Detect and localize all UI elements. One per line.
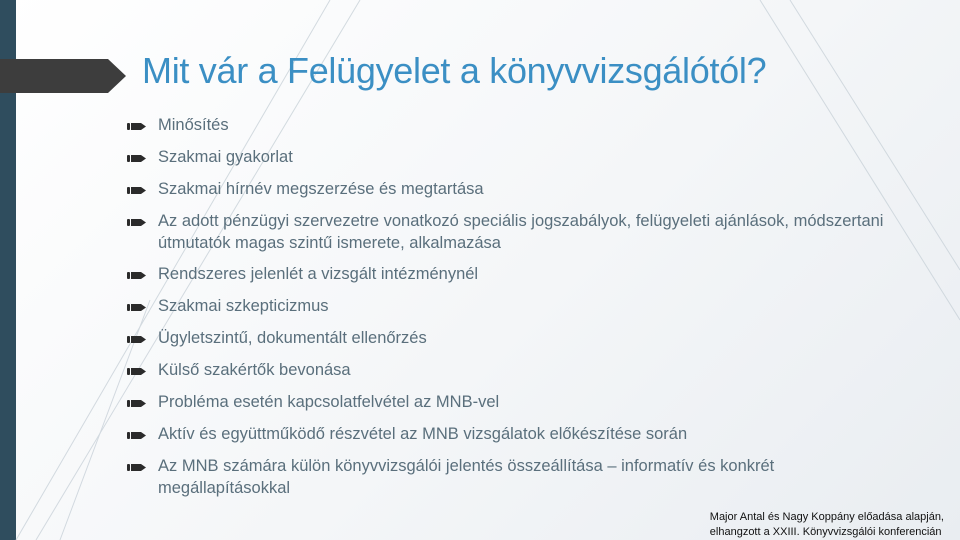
bullet-item <box>127 455 887 499</box>
pencil-icon <box>127 147 149 169</box>
bullet-text: Ügyletszintű, dokumentált ellenőrzés <box>158 329 427 347</box>
pencil-icon <box>127 424 149 446</box>
bullet-text: Rendszeres jelenlét a vizsgált intézménynél <box>158 265 479 283</box>
bullet-text: Minősítés <box>158 116 229 134</box>
pencil-icon <box>127 296 149 318</box>
pencil-icon <box>127 392 149 414</box>
bullet-text: Szakmai gyakorlat <box>158 148 293 166</box>
pencil-icon <box>127 264 149 286</box>
bullet-text: Az MNB számára külön könyvvizsgálói jelentés összeállítása – informatív és konkrét megállapításokkal <box>158 457 775 497</box>
bullet-item <box>127 327 887 350</box>
bullet-item <box>127 114 887 137</box>
slide-title: Mit vár a Felügyelet a könyvvizsgálótól? <box>142 50 767 91</box>
title-arrow-shape <box>0 59 126 93</box>
pencil-icon <box>127 211 149 233</box>
pencil-icon <box>127 328 149 350</box>
bullet-text: Az adott pénzügyi szervezetre vonatkozó speciális jogszabályok, felügyeleti ajánlások, módszertani útmutatók magas szintű ismerete, alkalmazása <box>158 212 884 252</box>
bullet-list <box>127 114 887 508</box>
bullet-text: Szakmai hírnév megszerzése és megtartása <box>158 180 484 198</box>
footer-credit <box>710 510 944 540</box>
bullet-item <box>127 210 887 254</box>
bullet-text: Aktív és együttműködő részvétel az MNB vizsgálatok előkészítése során <box>158 425 688 443</box>
bullet-text: Probléma esetén kapcsolatfelvétel az MNB-vel <box>158 393 500 411</box>
bullet-item <box>127 295 887 318</box>
bullet-item <box>127 146 887 169</box>
bullet-text: Külső szakértők bevonása <box>158 361 351 379</box>
bullet-item <box>127 178 887 201</box>
pencil-icon <box>127 115 149 137</box>
pencil-icon <box>127 360 149 382</box>
bullet-text: Szakmai szkepticizmus <box>158 297 329 315</box>
bullet-item <box>127 391 887 414</box>
footer-line-1: Major Antal és Nagy Koppány előadása alapján, <box>709 511 944 523</box>
bullet-item <box>127 263 887 286</box>
bullet-item <box>127 423 887 446</box>
pencil-icon <box>127 179 149 201</box>
footer-line-2: elhangzott a XXIII. Könyvvizsgálói konferencián <box>709 526 942 538</box>
pencil-icon <box>127 456 149 478</box>
bullet-item <box>127 359 887 382</box>
